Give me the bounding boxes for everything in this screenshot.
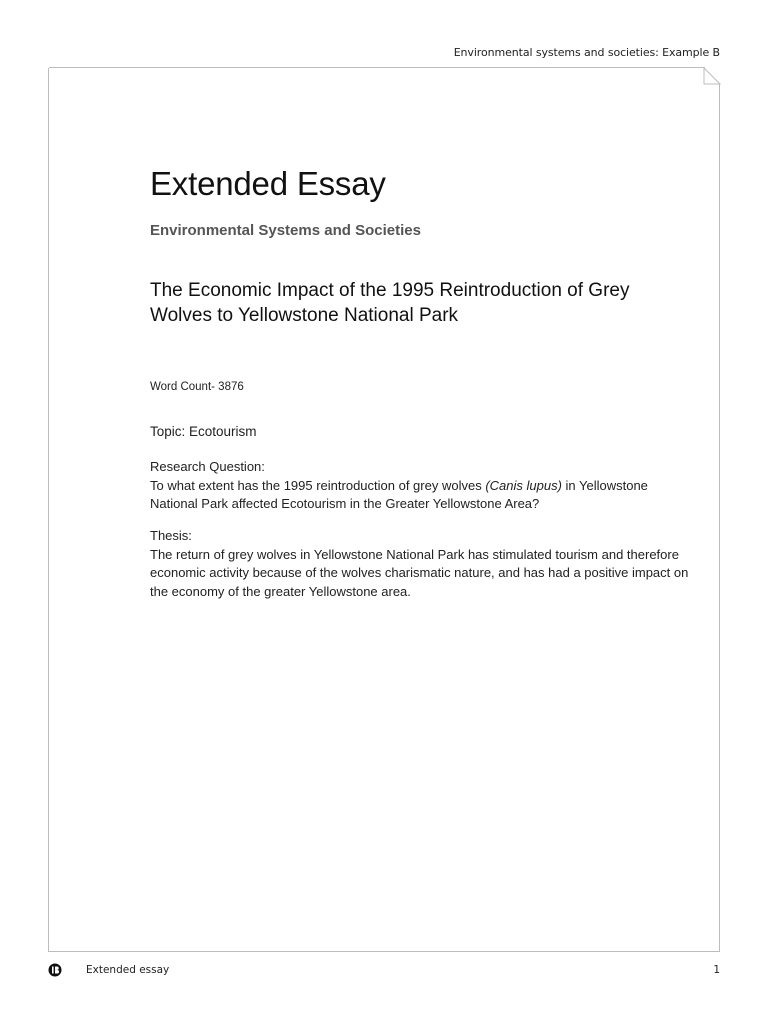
research-question-label: Research Question: bbox=[150, 459, 265, 474]
running-header: Environmental systems and societies: Example B bbox=[453, 46, 720, 59]
thesis-text: The return of grey wolves in Yellowstone National Park has stimulated tourism and therefore economic activity because of the wolves charismatic nature, and has had a positive impact on the economy of the greater Yellowstone area. bbox=[150, 546, 689, 599]
research-question-text-start: To what extent has the 1995 reintroduction of grey wolves bbox=[150, 477, 486, 493]
page-number: 1 bbox=[713, 964, 720, 976]
essay-heading: The Economic Impact of the 1995 Reintroduction of Grey Wolves to Yellowstone National Park bbox=[150, 280, 630, 326]
research-question-text-end: in Yellowstone National Park affected Ecotourism in the Greater Yellowstone Area? bbox=[150, 477, 648, 511]
word-count: Word Count- 3876 bbox=[150, 381, 244, 393]
species-name: (Canis lupus) bbox=[485, 477, 562, 493]
topic: Topic: Ecotourism bbox=[150, 424, 257, 439]
subject-heading: Environmental Systems and Societies bbox=[150, 222, 421, 239]
frame-right-border bbox=[719, 84, 720, 951]
footer-label: Extended essay bbox=[86, 964, 170, 976]
ib-logo-icon bbox=[48, 963, 62, 977]
essay-title: Extended Essay bbox=[150, 165, 386, 202]
folded-corner-icon bbox=[703, 67, 721, 85]
research-question bbox=[150, 458, 695, 514]
thesis bbox=[150, 527, 695, 601]
frame-top-border bbox=[49, 67, 705, 68]
page-footer bbox=[48, 963, 720, 981]
thesis-label: Thesis: bbox=[150, 528, 192, 543]
